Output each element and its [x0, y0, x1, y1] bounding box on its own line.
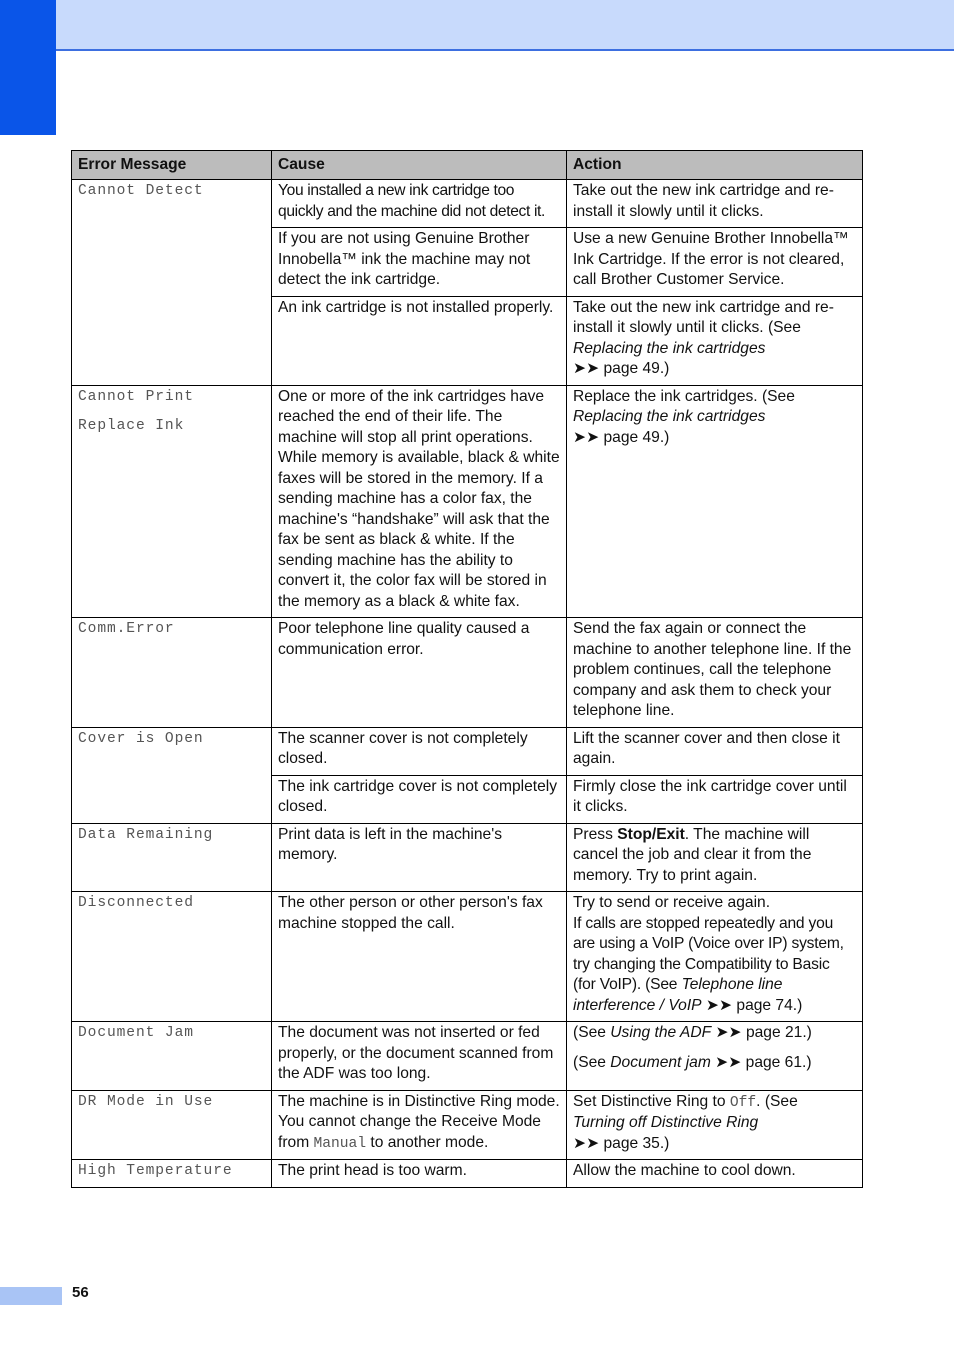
error-message-line: Cannot Print — [78, 388, 194, 405]
page-reference: page 61.) — [745, 1053, 812, 1071]
cause-text: The other person or other person's fax machine stopped the call. — [278, 894, 543, 932]
page-reference: page 21.) — [745, 1024, 812, 1041]
action-cell — [567, 823, 863, 892]
cause-cell — [272, 385, 567, 618]
cause-cell — [272, 228, 567, 297]
cross-reference-title: Document jam — [610, 1053, 711, 1071]
action-text: Send the fax again or connect the machine to another telephone line. If the problem continues, call the telephone company and ask them to check your telephone line. — [573, 620, 852, 719]
error-message: Disconnected — [72, 892, 272, 1022]
action-cell — [567, 1090, 863, 1160]
table-row — [72, 180, 863, 228]
mode-name-manual: Manual — [313, 1135, 367, 1152]
page-number: 56 — [72, 1284, 89, 1301]
error-table — [71, 150, 863, 1188]
action-text: Firmly close the ink cartridge cover until it clicks. — [573, 777, 847, 815]
error-message: Cannot Detect — [72, 180, 272, 386]
cross-reference-title: Replacing the ink cartridges — [573, 339, 766, 357]
table-row — [72, 892, 863, 1022]
action-cell — [567, 892, 863, 1022]
cause-text: Print data is left in the machine's memory. — [278, 825, 503, 863]
cause-text: If you are not using Genuine Brother Innobella™ ink the machine may not detect the ink cartridge. — [278, 230, 531, 288]
table-row — [72, 618, 863, 728]
cause-cell — [272, 1022, 567, 1091]
action-text: Take out the new ink cartridge and re-install it slowly until it clicks. (See — [573, 298, 834, 336]
action-cell — [567, 727, 863, 775]
cause-text: The document was not inserted or fed properly, or the document scanned from the ADF was too long. — [278, 1024, 554, 1082]
setting-value-off: Off — [729, 1094, 757, 1111]
action-text: (See — [573, 1024, 606, 1041]
column-header-action: Action — [567, 151, 863, 180]
action-text: Replace the ink cartridges. (See — [573, 387, 795, 405]
chapter-tab — [0, 0, 56, 135]
action-reference-line — [573, 1023, 856, 1044]
table-row — [72, 1160, 863, 1188]
cross-reference-title: Replacing the ink cartridges — [573, 408, 766, 425]
cause-text: You installed a new ink cartridge too quickly and the machine did not detect it. — [278, 182, 546, 220]
action-text: Take out the new ink cartridge and re-install it slowly until it clicks. — [573, 182, 834, 220]
double-chevron-icon: ➤➤ — [715, 1024, 742, 1041]
action-cell — [567, 775, 863, 823]
error-message: Cover is Open — [72, 727, 272, 823]
cross-reference-title: Turning off Distinctive Ring — [573, 1114, 759, 1131]
table-row — [72, 1022, 863, 1091]
action-cell — [567, 1022, 863, 1091]
cause-text: The machine is in Distinctive Ring mode. You cannot change the Receive Mode from — [278, 1092, 560, 1151]
double-chevron-icon: ➤➤ — [573, 360, 600, 377]
cause-text: The ink cartridge cover is not completely closed. — [278, 777, 558, 815]
cause-cell — [272, 618, 567, 728]
cause-cell — [272, 296, 567, 385]
error-message: Comm.Error — [72, 618, 272, 728]
cause-cell — [272, 1090, 567, 1160]
cause-cell — [272, 823, 567, 892]
table-header-row — [72, 151, 863, 180]
page-reference: page 74.) — [736, 996, 803, 1014]
error-message — [72, 385, 272, 618]
action-cell — [567, 618, 863, 728]
double-chevron-icon: ➤➤ — [573, 428, 600, 446]
action-cell — [567, 1160, 863, 1188]
action-cell — [567, 180, 863, 228]
table-row — [72, 385, 863, 618]
cause-text: The scanner cover is not completely closed. — [278, 729, 528, 767]
error-message: DR Mode in Use — [72, 1090, 272, 1160]
cause-cell — [272, 892, 567, 1022]
table-row — [72, 727, 863, 775]
page-reference: page 49.) — [603, 360, 670, 377]
column-header-cause: Cause — [272, 151, 567, 180]
table-row — [72, 823, 863, 892]
cross-reference-title: Telephone line interference / VoIP — [573, 976, 783, 1014]
header-band — [0, 0, 954, 51]
double-chevron-icon: ➤➤ — [705, 996, 733, 1014]
error-message: Document Jam — [72, 1022, 272, 1091]
footer-band — [0, 1287, 62, 1305]
action-text: . The machine will cancel the job and clear it from the memory. Try to print again. — [573, 825, 812, 884]
action-text: Press — [573, 825, 613, 843]
error-message-line: Replace Ink — [78, 418, 185, 434]
cause-cell — [272, 1160, 567, 1188]
action-text: Try to send or receive again. — [573, 894, 771, 911]
cause-text: The print head is too warm. — [278, 1162, 467, 1179]
cause-text: An ink cartridge is not installed properly. — [278, 298, 554, 316]
action-text: . (See — [756, 1092, 798, 1110]
action-cell — [567, 385, 863, 618]
error-message: High Temperature — [72, 1160, 272, 1188]
double-chevron-icon: ➤➤ — [573, 1134, 600, 1152]
error-message: Data Remaining — [72, 823, 272, 892]
action-text: Use a new Genuine Brother Innobella™ Ink Cartridge. If the error is not cleared, call Brother Customer Service. — [573, 230, 849, 288]
action-cell — [567, 296, 863, 385]
action-text: If calls are stopped repeatedly and you are using a VoIP (Voice over IP) system, try changing the Compatibility to Basic (for VoIP). (See — [573, 914, 844, 993]
cause-cell — [272, 180, 567, 228]
cause-text: One or more of the ink cartridges have reached the end of their life. The machine will stop all print operations. While memory is available, black & white faxes will be stored in the memory. If a sending machine has a color fax, the machine's “handshake” will ask that the fax be sent as black & white. If the sending machine has the ability to convert it, the color fax will be stored in the memory as a black & white fax. — [278, 387, 560, 610]
key-name-stop-exit: Stop/Exit — [617, 825, 685, 843]
page-reference: page 49.) — [603, 428, 670, 446]
cause-text: Poor telephone line quality caused a communication error. — [278, 620, 530, 658]
action-text: Lift the scanner cover and then close it again. — [573, 729, 840, 767]
cause-cell — [272, 775, 567, 823]
table-row — [72, 1090, 863, 1160]
action-reference-line — [573, 1053, 856, 1074]
page-reference: page 35.) — [603, 1134, 670, 1152]
cause-text: to another mode. — [370, 1133, 489, 1151]
double-chevron-icon: ➤➤ — [715, 1053, 742, 1071]
action-text: (See — [573, 1053, 606, 1071]
action-cell — [567, 228, 863, 297]
action-text: Set Distinctive Ring to — [573, 1092, 726, 1110]
action-text: Allow the machine to cool down. — [573, 1162, 796, 1179]
cause-cell — [272, 727, 567, 775]
cross-reference-title: Using the ADF — [610, 1024, 712, 1041]
column-header-error-message: Error Message — [72, 151, 272, 180]
